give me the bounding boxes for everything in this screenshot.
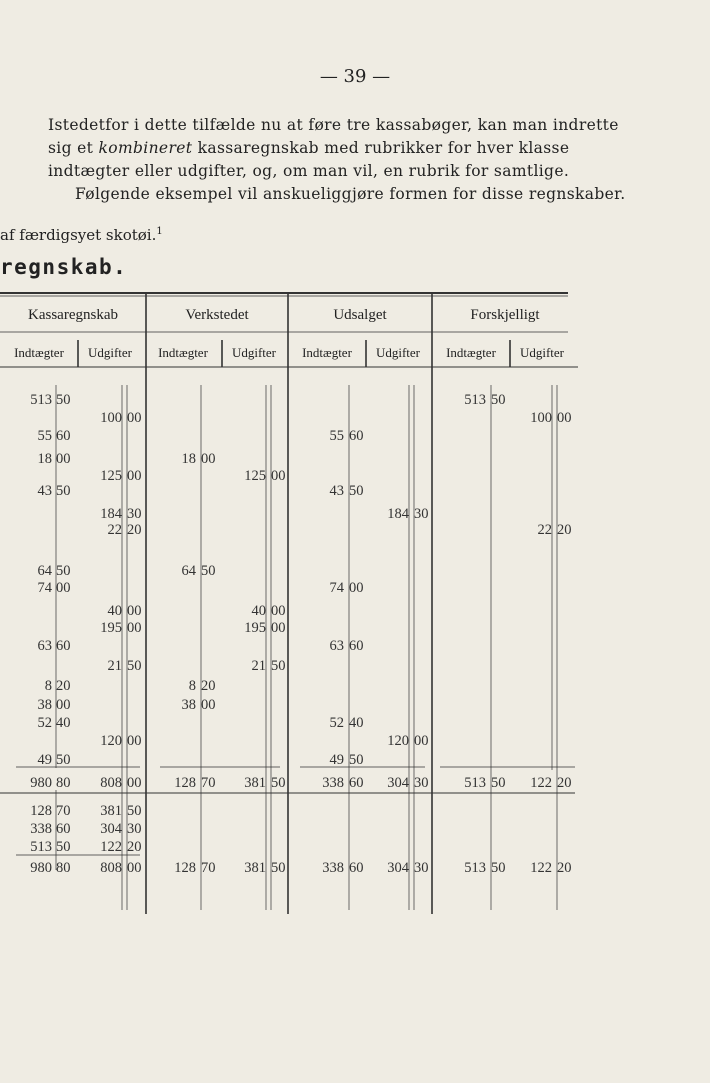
amount-kroner: 122 [530, 775, 552, 791]
amount-ore: 20 [127, 839, 142, 855]
amount-kroner: 55 [329, 428, 344, 444]
amount-kroner: 122 [100, 839, 122, 855]
amount-kroner: 128 [174, 860, 196, 876]
amount-kroner: 49 [37, 752, 52, 768]
amount-ore: 00 [349, 580, 364, 596]
paragraph-line-3: indtægter eller udgifter, og, om man vil, en rubrik for samtlige. [48, 162, 570, 180]
amount-ore: 00 [127, 468, 142, 484]
amount-ore: 50 [349, 752, 364, 768]
amount-kroner: 74 [37, 580, 52, 596]
amount-kroner: 22 [537, 522, 552, 538]
sub-header-indtaegter: Indtægter [14, 345, 64, 360]
amount-ore: 50 [56, 839, 71, 855]
amount-ore: 50 [349, 483, 364, 499]
amount-ore: 20 [56, 678, 71, 694]
note-text: af færdigsyet skotøi. [0, 226, 157, 244]
amount-kroner: 195 [100, 620, 122, 636]
amount-kroner: 38 [37, 697, 52, 713]
amount-ore: 30 [414, 506, 429, 522]
amount-ore: 40 [56, 715, 71, 731]
amount-kroner: 304 [387, 860, 409, 876]
amount-ore: 20 [201, 678, 216, 694]
amount-kroner: 74 [329, 580, 344, 596]
amount-kroner: 808 [100, 860, 122, 876]
amount-ore: 50 [491, 860, 506, 876]
amount-kroner: 100 [530, 410, 552, 426]
amount-kroner: 49 [329, 752, 344, 768]
amount-kroner: 120 [387, 733, 409, 749]
amount-kroner: 22 [107, 522, 122, 538]
amount-kroner: 304 [387, 775, 409, 791]
amount-kroner: 8 [44, 678, 52, 694]
amount-ore: 00 [56, 580, 71, 596]
amount-ore: 00 [271, 620, 286, 636]
amount-ore: 60 [349, 638, 364, 654]
amount-ore: 50 [491, 775, 506, 791]
note-mark: 1 [156, 226, 163, 237]
amount-kroner: 184 [100, 506, 122, 522]
amount-ore: 30 [414, 860, 429, 876]
paragraph-line-1: Istedetfor i dette tilfælde nu at føre tre kassabøger, kan man indrette [48, 116, 619, 134]
section-title: regnskab. [0, 255, 128, 279]
amount-ore: 50 [56, 392, 71, 408]
amount-kroner: 195 [244, 620, 266, 636]
amount-kroner: 120 [100, 733, 122, 749]
amount-kroner: 980 [30, 775, 52, 791]
page-number: — 39 — [319, 66, 391, 87]
sub-header-udgifter: Udgifter [519, 345, 565, 360]
amount-ore: 00 [201, 451, 216, 467]
paragraph-line-4: Følgende eksempel vil anskueliggjøre formen for disse regnskaber. [75, 185, 626, 203]
amount-kroner: 381 [100, 803, 122, 819]
amount-kroner: 8 [188, 678, 196, 694]
amount-ore: 60 [349, 860, 364, 876]
amount-kroner: 43 [329, 483, 344, 499]
amount-ore: 00 [127, 620, 142, 636]
amount-kroner: 100 [100, 410, 122, 426]
amount-kroner: 40 [251, 603, 266, 619]
amount-kroner: 513 [464, 860, 486, 876]
sub-header-udgifter: Udgifter [231, 345, 277, 360]
amount-kroner: 128 [174, 775, 196, 791]
amount-kroner: 43 [37, 483, 52, 499]
amount-kroner: 128 [30, 803, 52, 819]
amount-ore: 30 [127, 506, 142, 522]
group-header-kassaregnskab: Kassaregnskab [28, 307, 118, 323]
amount-kroner: 21 [107, 658, 122, 674]
amount-ore: 00 [56, 451, 71, 467]
amount-ore: 20 [557, 775, 572, 791]
amount-ore: 50 [127, 658, 142, 674]
amount-ore: 00 [127, 860, 142, 876]
amount-kroner: 64 [181, 563, 196, 579]
amount-kroner: 52 [329, 715, 344, 731]
amount-kroner: 513 [30, 839, 52, 855]
sub-header-udgifter: Udgifter [375, 345, 421, 360]
amount-kroner: 40 [107, 603, 122, 619]
amount-ore: 50 [271, 775, 286, 791]
amount-ore: 50 [56, 752, 71, 768]
amount-kroner: 125 [100, 468, 122, 484]
amount-kroner: 184 [387, 506, 409, 522]
amount-ore: 80 [56, 860, 71, 876]
amount-ore: 00 [56, 697, 71, 713]
amount-ore: 50 [271, 860, 286, 876]
amount-ore: 40 [349, 715, 364, 731]
amount-ore: 20 [557, 522, 572, 538]
amount-ore: 50 [56, 563, 71, 579]
amount-kroner: 338 [322, 775, 344, 791]
amount-ore: 70 [201, 775, 216, 791]
amount-kroner: 122 [530, 860, 552, 876]
amount-kroner: 18 [181, 451, 196, 467]
amount-ore: 00 [127, 410, 142, 426]
amount-ore: 00 [271, 468, 286, 484]
amount-ore: 80 [56, 775, 71, 791]
amount-ore: 00 [414, 733, 429, 749]
amount-kroner: 125 [244, 468, 266, 484]
amount-kroner: 338 [30, 821, 52, 837]
sub-header-indtaegter: Indtægter [302, 345, 352, 360]
amount-kroner: 381 [244, 775, 266, 791]
amount-kroner: 513 [464, 392, 486, 408]
sub-header-udgifter: Udgifter [87, 345, 133, 360]
amount-ore: 00 [127, 603, 142, 619]
amount-ore: 50 [127, 803, 142, 819]
amount-kroner: 980 [30, 860, 52, 876]
paragraph-line-2-end: kassaregnskab med rubrikker for hver klasse [197, 139, 570, 157]
amount-ore: 30 [414, 775, 429, 791]
amount-kroner: 513 [30, 392, 52, 408]
paragraph-line-2-start: sig et [48, 139, 94, 157]
amount-kroner: 38 [181, 697, 196, 713]
amount-kroner: 808 [100, 775, 122, 791]
amount-ore: 60 [349, 775, 364, 791]
amount-ore: 20 [127, 522, 142, 538]
amount-ore: 50 [491, 392, 506, 408]
amount-ore: 20 [557, 860, 572, 876]
amount-kroner: 21 [251, 658, 266, 674]
amount-ore: 60 [56, 428, 71, 444]
group-header-forskjelligt: Forskjelligt [470, 307, 540, 323]
amount-kroner: 63 [329, 638, 344, 654]
amount-ore: 00 [557, 410, 572, 426]
amount-kroner: 55 [37, 428, 52, 444]
amount-kroner: 18 [37, 451, 52, 467]
group-header-udsalget: Udsalget [333, 307, 387, 323]
amount-ore: 00 [201, 697, 216, 713]
amount-ore: 60 [56, 821, 71, 837]
amount-kroner: 63 [37, 638, 52, 654]
amount-kroner: 513 [464, 775, 486, 791]
amount-ore: 70 [56, 803, 71, 819]
amount-ore: 30 [127, 821, 142, 837]
amount-kroner: 52 [37, 715, 52, 731]
amount-kroner: 64 [37, 563, 52, 579]
group-header-verkstedet: Verkstedet [185, 307, 249, 323]
emphasis-kombineret: kombineret [98, 139, 193, 157]
sub-header-indtaegter: Indtægter [158, 345, 208, 360]
amount-ore: 50 [271, 658, 286, 674]
amount-ore: 60 [56, 638, 71, 654]
amount-ore: 50 [56, 483, 71, 499]
amount-ore: 00 [127, 733, 142, 749]
amount-ore: 00 [127, 775, 142, 791]
amount-ore: 50 [201, 563, 216, 579]
amount-kroner: 381 [244, 860, 266, 876]
amount-ore: 70 [201, 860, 216, 876]
amount-kroner: 338 [322, 860, 344, 876]
amount-kroner: 304 [100, 821, 122, 837]
amount-ore: 00 [271, 603, 286, 619]
amount-ore: 60 [349, 428, 364, 444]
sub-header-indtaegter: Indtægter [446, 345, 496, 360]
